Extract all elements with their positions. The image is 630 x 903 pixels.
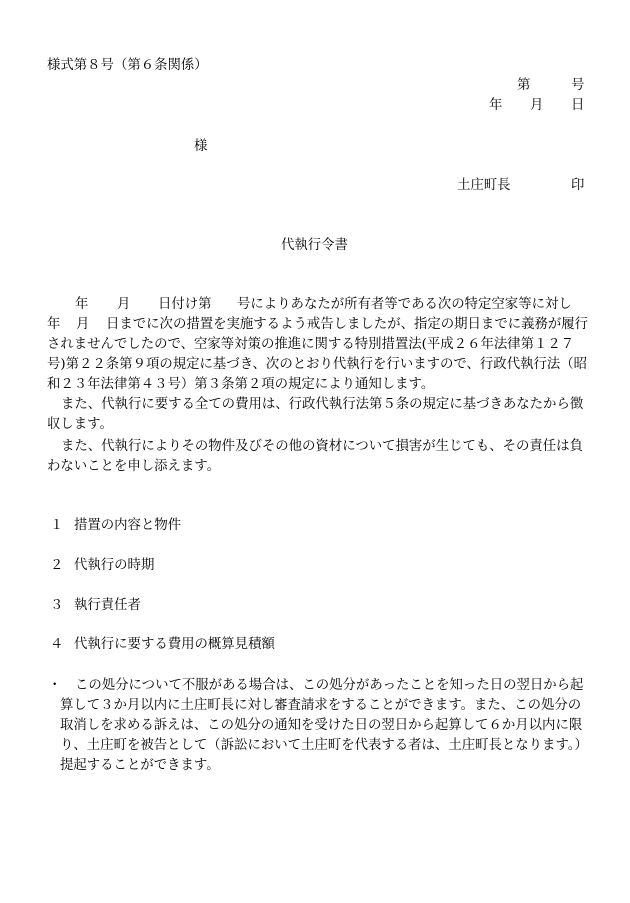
note-line-3: 取消しを求める訴えは、この処分の通知を受けた日の翌日から起算して６か月以内に限 (60, 718, 583, 733)
list-item-number: ２ (50, 558, 64, 573)
list-item-number: ３ (50, 598, 64, 613)
note-line-1: この処分について不服がある場合は、この処分があったことを知った日の翌日から起 (75, 678, 584, 693)
doc-number-suffix: 号 (571, 78, 585, 93)
list-item-1 (50, 514, 181, 533)
note-line-4: り、土庄町を被告として（訴訟において土庄町を代表する者は、土庄町長となります。） (60, 738, 588, 753)
blank-deadline-day: 月 (76, 317, 90, 332)
body-line-8: また、代執行によりその物件及びその他の資材について損害が生じても、その責任は負 (61, 439, 583, 454)
note-line-5: 提起することができます。 (60, 758, 220, 773)
addressee-honorific: 様 (194, 139, 208, 154)
seal-mark: 印 (571, 178, 585, 193)
list-item-label: 執行責任者 (74, 598, 141, 613)
body-line-4: 号)第２２条第９項の規定に基づき、次のとおり代執行を行いますので、行政代執行法（昭 (47, 357, 588, 372)
body-line-9: わないことを申し添えます。 (47, 459, 221, 474)
date-month: 月 (530, 98, 544, 113)
body-line-1 (75, 293, 572, 312)
list-item-number: ４ (50, 637, 64, 652)
note-bullet: ・ (48, 678, 62, 693)
body-line-2-text: 日までに次の措置を実施するよう戒告しましたが、指定の期日までに義務が履行 (106, 317, 589, 332)
list-item-3 (50, 594, 141, 613)
body-line-6: また、代執行に要する全ての費用は、行政代執行法第５条の規定に基づきあなたから徴 (61, 397, 584, 412)
body-line-3: されませんでしたので、空家等対策の推進に関する特別措置法(平成２６年法律第１２７ (47, 337, 575, 352)
list-item-4 (50, 633, 275, 652)
list-item-label: 代執行に要する費用の概算見積額 (74, 637, 275, 652)
form-label: 様式第８号（第６条関係） (47, 58, 208, 73)
sender-name: 土庄町長 (457, 178, 511, 193)
blank-dated: 日付け第 (158, 297, 212, 312)
doc-number-prefix: 第 (517, 78, 531, 93)
body-line-2 (47, 313, 588, 332)
body-line-1-text: 号によりあなたが所有者等である次の特定空家等に対し (237, 297, 572, 312)
body-line-5: 和２３年法律第４３号）第３条第２項の規定により通知します。 (47, 377, 435, 392)
list-item-label: 代執行の時期 (74, 558, 155, 573)
body-line-7: 収します。 (47, 417, 113, 432)
date-year: 年 (489, 98, 503, 113)
blank-deadline-month: 年 (47, 317, 61, 332)
list-item-number: １ (50, 518, 64, 533)
list-item-2 (50, 554, 154, 573)
date-day: 日 (571, 98, 585, 113)
note-line-2: 算して３か月以内に土庄町長に対し審査請求をすることができます。また、この処分の (60, 698, 582, 713)
blank-year: 年 (75, 297, 89, 312)
blank-month: 月 (117, 297, 131, 312)
list-item-label: 措置の内容と物件 (74, 518, 182, 533)
document-title: 代執行令書 (281, 238, 348, 253)
